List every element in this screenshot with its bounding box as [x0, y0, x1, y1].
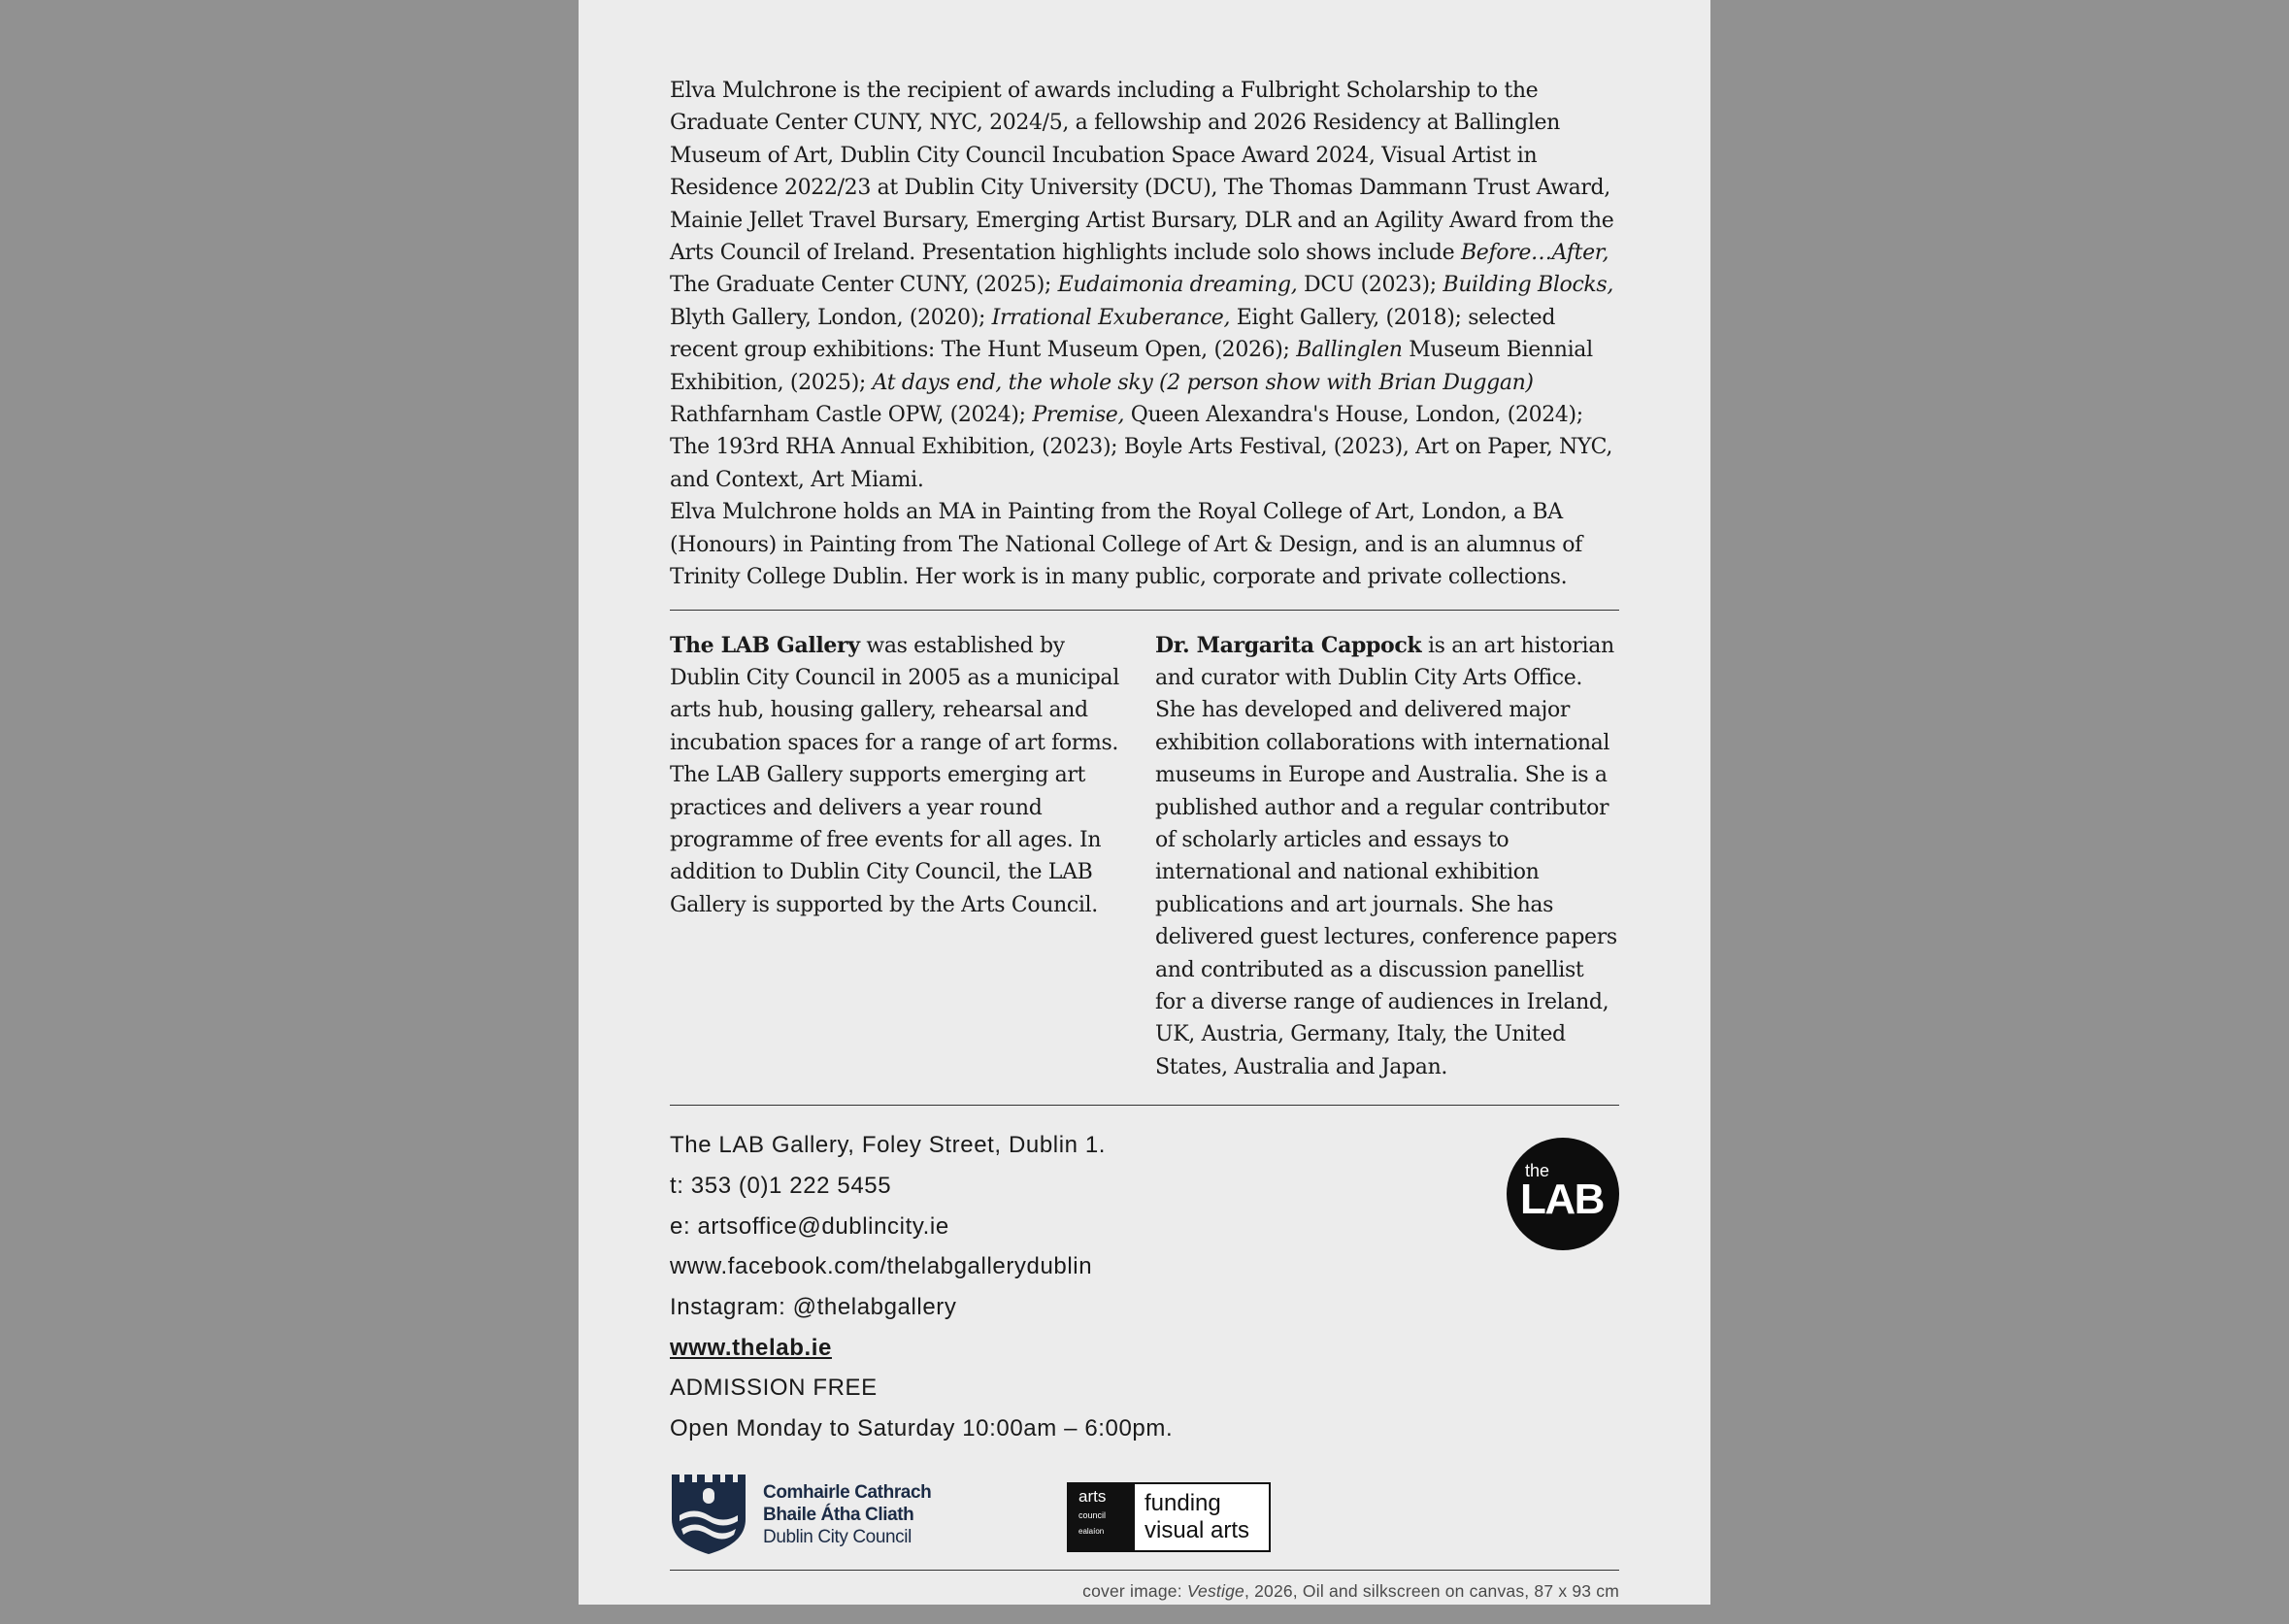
- gallery-website-item: [670, 1328, 1619, 1369]
- fva-line-1: funding: [1144, 1490, 1221, 1517]
- exhibition-title: Irrational Exuberance,: [991, 305, 1231, 330]
- contact-list: [670, 1125, 1619, 1449]
- exhibition-title: Building Blocks,: [1443, 273, 1613, 298]
- gallery-facebook: www.facebook.com/thelabgallerydublin: [670, 1253, 1093, 1280]
- caption-details: , 2026, Oil and silkscreen on canvas, 87 x 93 cm: [1244, 1581, 1619, 1602]
- bio-paragraph-awards: [670, 75, 1619, 496]
- bio-text: Blyth Gallery, London, (2020);: [670, 305, 992, 330]
- fva-line-2: visual arts: [1144, 1517, 1250, 1544]
- bio-text: Elva Mulchrone is the recipient of awards including a Fulbright Scholarship to the Graduate Center CUNY, NYC, 2024/5, a fellowship and 2026 Residency at Ballinglen Museum of Art, Dublin City Council Incubation Space Award 2024, Visual Artist in Residence 2022/23 at Dublin City University (DCU), The Thomas Dammann Trust Award, Mainie Jellet Travel Bursary, Emerging Artist Bursary, DLR and an Agility Award from the Arts Council of Ireland. Presentation highlights include solo shows include: [670, 79, 1614, 266]
- dcc-irish-line-1: Comhairle Cathrach: [763, 1481, 932, 1503]
- exhibition-title: At days end, the whole sky (2 person show with Brian Duggan): [872, 370, 1534, 395]
- caption-prefix: cover image:: [1082, 1581, 1187, 1602]
- document-page: [579, 0, 1710, 1605]
- opening-hours: Open Monday to Saturday 10:00am – 6:00pm.: [670, 1415, 1174, 1442]
- divider: [670, 1105, 1619, 1106]
- admission-info: ADMISSION FREE: [670, 1375, 878, 1402]
- lab-gallery-description: [670, 630, 1126, 1084]
- divider: [670, 610, 1619, 611]
- curator-name: Dr. Margarita Cappock: [1155, 632, 1422, 658]
- gallery-phone: t: 353 (0)1 222 5455: [670, 1172, 892, 1199]
- arts-council-mark: [1069, 1484, 1135, 1550]
- gallery-email: e: artsoffice@dublincity.ie: [670, 1212, 949, 1240]
- funding-visual-arts-text: [1135, 1484, 1269, 1550]
- exhibition-title: Ballinglen: [1296, 338, 1403, 363]
- gallery-website-link[interactable]: www.thelab.ie: [670, 1334, 832, 1361]
- artist-bio: [670, 75, 1619, 594]
- gallery-instagram: Instagram: @thelabgallery: [670, 1294, 957, 1320]
- exhibition-title: Before…After,: [1460, 241, 1609, 266]
- lab-logo-lab: LAB: [1520, 1176, 1604, 1224]
- lab-gallery-name: The LAB Gallery: [670, 632, 860, 658]
- bio-text: Queen Alexandra's House, London, (2024); The 193rd RHA Annual Exhibition, (2023); Boyle Arts Festival, (2023), Art on Paper, NYC, and Context, Art Miami.: [670, 403, 1613, 492]
- sponsor-logos: [670, 1475, 1619, 1562]
- exhibition-title: Premise,: [1032, 403, 1125, 428]
- bio-text: Rathfarnham Castle OPW, (2024);: [670, 403, 1033, 428]
- bio-text: Eight Gallery, (2018); selected recent group exhibitions: The Hunt Museum Open, (2026);: [670, 305, 1556, 363]
- curator-text: is an art historian and curator with Dublin City Arts Office. She has developed and delivered major exhibition collaborations with international museums in Europe and Australia. She is a published author and a regular contributor of scholarly articles and essays to international and national exhibition publications and art journals. She has delivered guest lectures, conference papers and contributed as a discussion panellist for a diverse range of audiences in Ireland, UK, Austria, Germany, Italy, the United States, Australia and Japan.: [1155, 633, 1617, 1079]
- lab-logo: [1507, 1138, 1619, 1250]
- dcc-english-name: Dublin City Council: [763, 1526, 912, 1547]
- dcc-text: [763, 1481, 931, 1548]
- dublin-city-council-logo: [670, 1475, 931, 1554]
- arts-council-irish: ealaíon: [1078, 1527, 1105, 1537]
- gallery-address: The LAB Gallery, Foley Street, Dublin 1.: [670, 1132, 1107, 1159]
- arts-council-sub: council: [1078, 1510, 1107, 1521]
- info-columns: [670, 630, 1619, 1084]
- bio-text: The Graduate Center CUNY, (2025);: [670, 273, 1058, 298]
- artwork-title: Vestige: [1186, 1581, 1244, 1602]
- dcc-irish-line-2: Bhaile Átha Cliath: [763, 1504, 914, 1525]
- funding-visual-arts-logo: [1067, 1482, 1271, 1552]
- arts-council-word: arts: [1078, 1487, 1107, 1507]
- lab-logo-the: the: [1525, 1161, 1550, 1181]
- castle-crest-icon: [670, 1475, 747, 1554]
- contact-block: [670, 1125, 1619, 1475]
- page-content: [670, 75, 1619, 1602]
- bio-paragraph-education: Elva Mulchrone holds an MA in Painting from the Royal College of Art, London, a BA (Honours) in Painting from The National College of Art & Design, and is an alumnus of Trinity College Dublin. Her work is in many public, corporate and private collections.: [670, 500, 1582, 590]
- bio-text: Museum Biennial Exhibition, (2025);: [670, 338, 1593, 395]
- bio-text: DCU (2023);: [1297, 273, 1443, 298]
- curator-description: [1155, 630, 1619, 1084]
- lab-gallery-text: was established by Dublin City Council in 2005 as a municipal arts hub, housing gallery, rehearsal and incubation spaces for a range of art forms. The LAB Gallery supports emerging art practices and delivers a year round programme of free events for all ages. In addition to Dublin City Council, the LAB Gallery is supported by the Arts Council.: [670, 633, 1119, 917]
- divider: [670, 1570, 1619, 1571]
- cover-image-caption: [670, 1581, 1619, 1602]
- exhibition-title: Eudaimonia dreaming,: [1057, 273, 1298, 298]
